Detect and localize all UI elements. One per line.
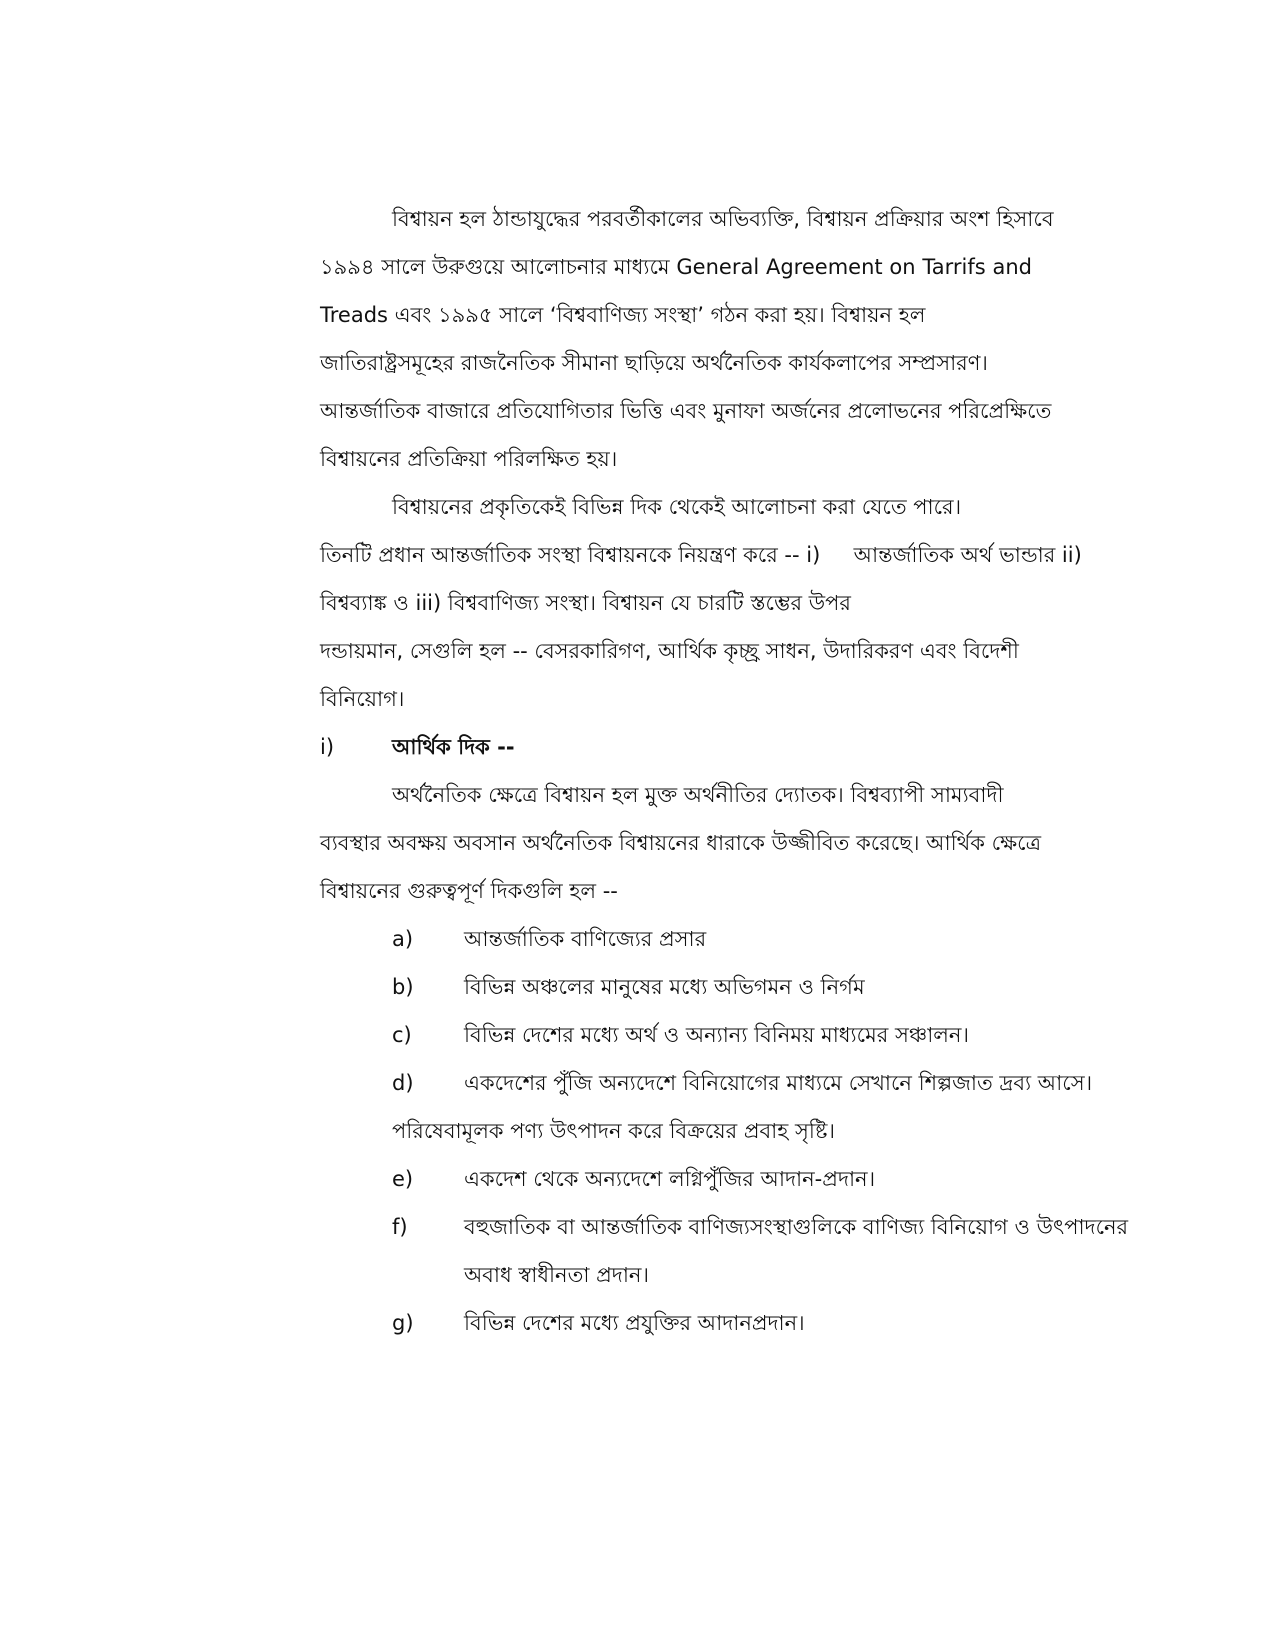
list-item-text: বিভিন্ন দেশের মধ্যে প্রযুক্তির আদানপ্রদান। [464, 1311, 805, 1335]
list-marker: c) [392, 1023, 412, 1047]
list-marker: g) [392, 1311, 414, 1335]
section-title: আর্থিক দিক -- [392, 735, 515, 759]
list-marker: e) [392, 1167, 414, 1191]
paragraph-line: বিশ্বায়নের প্রকৃতিকেই বিভিন্ন দিক থেকেই আলোচনা করা যেতে পারে। [392, 495, 962, 519]
paragraph-line: ব্যবস্থার অবক্ষয় অবসান অর্থনৈতিক বিশ্বায়নের ধারাকে উজ্জীবিত করেছে। আর্থিক ক্ষেত্রে [320, 831, 1042, 855]
list-item-text: একদেশ থেকে অন্যদেশে লগ্নিপুঁজির আদান-প্রদান। [464, 1167, 876, 1191]
list-marker: b) [392, 975, 414, 999]
paragraph-line: বিশ্বায়নের প্রতিক্রিয়া পরিলক্ষিত হয়। [320, 447, 618, 471]
paragraph-line: বিনিয়োগ। [320, 687, 405, 711]
paragraph-line: অর্থনৈতিক ক্ষেত্রে বিশ্বায়ন হল মুক্ত অর্থনীতির দ্যোতক। বিশ্বব্যাপী সাম্যবাদী [392, 783, 1004, 807]
list-marker: d) [392, 1071, 414, 1095]
list-item-text: বিভিন্ন দেশের মধ্যে অর্থ ও অন্যান্য বিনিময় মাধ্যমের সঞ্চালন। [464, 1023, 969, 1047]
list-marker: f) [392, 1215, 408, 1239]
list-item-text: একদেশের পুঁজি অন্যদেশে বিনিয়োগের মাধ্যমে সেখানে শিল্পজাত দ্রব্য আসে। [464, 1071, 1093, 1095]
paragraph-line: তিনটি প্রধান আন্তর্জাতিক সংস্থা বিশ্বায়নকে নিয়ন্ত্রণ করে -- i) আন্তর্জাতিক অর্থ ভান্ডার ii) [320, 543, 1082, 567]
list-item-text: বিভিন্ন অঞ্চলের মানুষের মধ্যে অভিগমন ও নির্গম [464, 975, 865, 999]
paragraph-line: বিশ্বব্যাঙ্ক ও iii) বিশ্ববাণিজ্য সংস্থা। বিশ্বায়ন যে চারটি স্তম্ভের উপর [320, 591, 851, 615]
paragraph-line: বিশ্বায়ন হল ঠান্ডাযুদ্ধের পরবর্তীকালের অভিব্যক্তি, বিশ্বায়ন প্রক্রিয়ার অংশ হিসাবে [392, 207, 1054, 231]
list-item-continuation: পরিষেবামূলক পণ্য উৎপাদন করে বিক্রয়ের প্রবাহ সৃষ্টি। [392, 1119, 835, 1143]
list-marker: a) [392, 927, 414, 951]
list-item-text: আন্তর্জাতিক বাণিজ্যের প্রসার [464, 927, 707, 951]
paragraph-line: আন্তর্জাতিক বাজারে প্রতিযোগিতার ভিত্তি এবং মুনাফা অর্জনের প্রলোভনের পরিপ্রেক্ষিতে [320, 399, 1052, 423]
paragraph-line: ১৯৯৪ সালে উরুগুয়ে আলোচনার মাধ্যমে General Agreement on Tarrifs and [320, 255, 1032, 279]
list-item-text: বহুজাতিক বা আন্তর্জাতিক বাণিজ্যসংস্থাগুলিকে বাণিজ্য বিনিয়োগ ও উৎপাদনের [464, 1215, 1129, 1239]
section-marker: i) [320, 735, 335, 759]
paragraph-line: দন্ডায়মান, সেগুলি হল -- বেসরকারিগণ, আর্থিক কৃচ্ছ্র সাধন, উদারিকরণ এবং বিদেশী [320, 639, 1019, 663]
list-item-continuation: অবাধ স্বাধীনতা প্রদান। [464, 1263, 649, 1287]
paragraph-line: জাতিরাষ্ট্রসমূহের রাজনৈতিক সীমানা ছাড়িয়ে অর্থনৈতিক কার্যকলাপের সম্প্রসারণ। [320, 351, 988, 375]
paragraph-line: বিশ্বায়নের গুরুত্বপূর্ণ দিকগুলি হল -- [320, 879, 618, 903]
paragraph-line: Treads এবং ১৯৯৫ সালে ‘বিশ্ববাণিজ্য সংস্থা’ গঠন করা হয়। বিশ্বায়ন হল [320, 303, 926, 327]
